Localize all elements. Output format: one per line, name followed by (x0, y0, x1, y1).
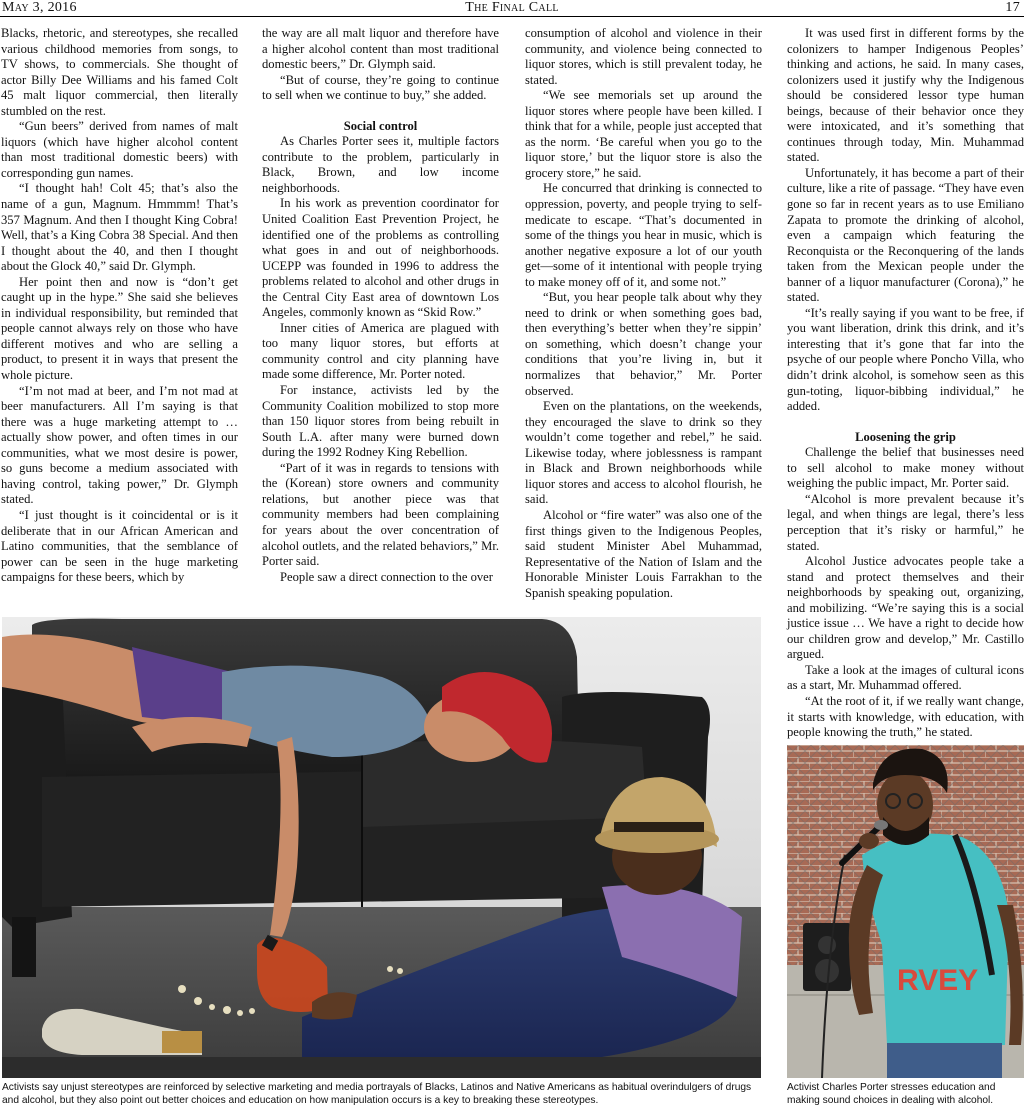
paragraph: “I just thought is it coincidental or is it deliberate that in our African American and Latino communities, that the semblance of power can be seen in the huge marketing campaigns for these beers, which by (1, 507, 238, 585)
paragraph: “I’m not mad at beer, and I’m not mad at beer manufacturers. All I’m saying is that there was a huge marketing attempt to … actually show power, and often times in our communities, what we most desire is power, so guns become a medium associated with having control, taking power,” Dr. Glymph stated. (1, 383, 238, 507)
paragraph: the way are all malt liquor and therefore have a higher alcohol content than most traditional domestic beers,” Dr. Glymph said. (262, 26, 499, 72)
paragraph: “We see memorials set up around the liquor stores where people have been killed. I think that for a while, people just accepted that as the norm. ‘Be careful when you go to the liquor store,’ but the liquor store is also the grocery store,” he said. (525, 88, 762, 180)
paragraph: Her point then and now is “don’t get caught up in the hype.” She said she believes in individual responsibility, but reminded that people cannot always rely on those who have different motives and who are selling a product, to present it in ways that present the whole picture. (1, 274, 238, 383)
article-column-1 (1, 26, 238, 586)
paragraph: “Alcohol is more prevalent because it’s legal, and when things are legal, there’s less perception that it’s risky or harmful,” he stated. (787, 491, 1024, 553)
article-column-4 (787, 26, 1024, 741)
paragraph: “At the root of it, if we really want change, it starts with knowledge, with education, with people knowing the truth,” he stated. (787, 693, 1024, 740)
shirt-lettering: RVEY (897, 964, 979, 997)
page-header (0, 0, 1024, 17)
main-photo-caption: Activists say unjust stereotypes are reinforced by selective marketing and media portrayals of Blacks, Latinos and Native Americans as habitual overindulgers of drugs and alcohol, but they also point out better choices and education on how manipulation occurs is a key to breaking these stereotypes. (2, 1082, 752, 1106)
paragraph: Alcohol Justice advocates people take a stand and protect themselves and their neighborhoods by speaking out, organizing, and mobilizing. “We’re saying this is a social justice issue … We have a right to decide how our children grow and develop,” Mr. Castillo argued. (787, 554, 1024, 662)
paragraph: Blacks, rhetoric, and stereotypes, she recalled various childhood memories from songs, to TV shows, to commercials. She thought of actor Billy Dee Williams and his famed Colt 45 malt liquor commercial, then literally stumbled on the rest. (1, 26, 238, 118)
paragraph: “But, you hear people talk about why they need to drink or when something goes bad, then everything’s better when they’re sippin’ on something, which doesn’t change your conditions that you’re living in, but it normalizes that behavior,” Mr. Porter observed. (525, 290, 762, 398)
article-column-2 (262, 26, 499, 585)
activist-photo-caption: Activist Charles Porter stresses education and making sound choices in dealing with alcohol. (787, 1082, 996, 1106)
publication-name: The Final Call (465, 0, 559, 15)
paragraph: For instance, activists led by the Community Coalition mobilized to stop more than 150 liquor stores from being rebuilt in South L.A. after many were burned down during the 1992 Rodney King Rebellion. (262, 383, 499, 460)
paragraph: “Gun beers” derived from names of malt liquors (which have higher alcohol content than most traditional domestic beers) with corresponding gun names. (1, 119, 238, 180)
paragraph: Unfortunately, it has become a part of their culture, like a rite of passage. “They have even gone so far in recent years as to use Emiliano Zapata to promote the drinking of alcohol, even a campaign which featuring the Reconquista or the Reconquering of the lands taken from the Mexican people under the banner of a liquor manufacturer (Corona),” he stated. (787, 165, 1024, 305)
paragraph: Challenge the belief that businesses need to sell alcohol to make money without weighing the public impact, Mr. Porter said. (787, 445, 1024, 491)
paragraph: Even on the plantations, on the weekends, they encouraged the slave to drink so they wouldn’t come together and rebel,” he said. Likewise today, where joblessness is rampant in Black and Brown neighborhoods while liquor stores and access to alcohol flourish, he said. (525, 399, 762, 507)
paragraph: “Part of it was in regards to tensions with the (Korean) store owners and community relations, but another piece was that community members had been complaining for years about the over concentration of alcohol outlets, and the related behaviors,” Mr. Porter said. (262, 460, 499, 569)
paragraph: consumption of alcohol and violence in their community, and violence being connected to liquor stores, which is still prevalent today, he stated. (525, 26, 762, 87)
main-photo (2, 617, 761, 1078)
activist-photo (787, 745, 1024, 1078)
paragraph: Take a look at the images of cultural icons as a start, Mr. Muhammad offered. (787, 662, 1024, 693)
paragraph: He concurred that drinking is connected to oppression, poverty, and people trying to self-medicate to escape. “That’s documented in some of the things you hear in music, which is another negative exposure a lot of our youth get—some of it intentional with people trying to make money off of it, and some not.” (525, 181, 762, 289)
page-number: 17 (1005, 0, 1020, 15)
issue-date: May 3, 2016 (2, 0, 77, 15)
section-heading-social-control: Social control (343, 118, 418, 133)
article-column-3 (525, 26, 762, 601)
paragraph: “It’s really saying if you want to be free, if you want liberation, drink this drink, and it’s interesting that it’s gone that far into the psyche of our people where Poncho Villa, who didn’t drink alcohol, is somehow seen as this gun-toting, liquor-bibbing individual,” he added. (787, 305, 1024, 414)
paragraph: It was used first in different forms by the colonizers to hamper Indigenous Peoples’ thinking and actions, he said. In many cases, colonizers used it justify why the Indigenous should be considered lessor type human beings, because of their behavior once they were intoxicated, and it’s something that continues through today, Min. Muhammad stated. (787, 26, 1024, 165)
section-heading-loosening-the-grip: Loosening the grip (855, 429, 956, 444)
paragraph: People saw a direct connection to the over (280, 569, 493, 584)
paragraph: Alcohol or “fire water” was also one of the first things given to the Indigenous Peoples, said student Minister Abel Muhammad, Representative of the Nation of Islam and the Honorable Minister Louis Farrakhan to the Spanish speaking population. (525, 507, 762, 600)
paragraph: “But of course, they’re going to continue to sell when we continue to buy,” she added. (262, 72, 499, 103)
paragraph: As Charles Porter sees it, multiple factors contribute to the problem, particularly in Black, Brown, and low income neighborhoods. (262, 134, 499, 195)
paragraph: In his work as prevention coordinator for United Coalition East Prevention Project, he identified one of the problems as controlling what goes in and out of neighborhoods. UCEPP was founded in 1996 to address the problems related to alcohol and other drugs in the Central City East area of downtown Los Angeles, commonly known as “Skid Row.” (262, 196, 499, 320)
paragraph: “I thought hah! Colt 45; that’s also the name of a gun, Magnum. Hmmmm! That’s 357 Magnum. And then I thought King Cobra! Well, that’s a King Cobra 38 Special. And then I thought about the 40, and then I thought about the Glock 40,” said Dr. Glymph. (1, 181, 238, 274)
paragraph: Inner cities of America are plagued with too many liquor stores, but efforts at community control and city planning have made some difference, Mr. Porter noted. (262, 320, 499, 382)
